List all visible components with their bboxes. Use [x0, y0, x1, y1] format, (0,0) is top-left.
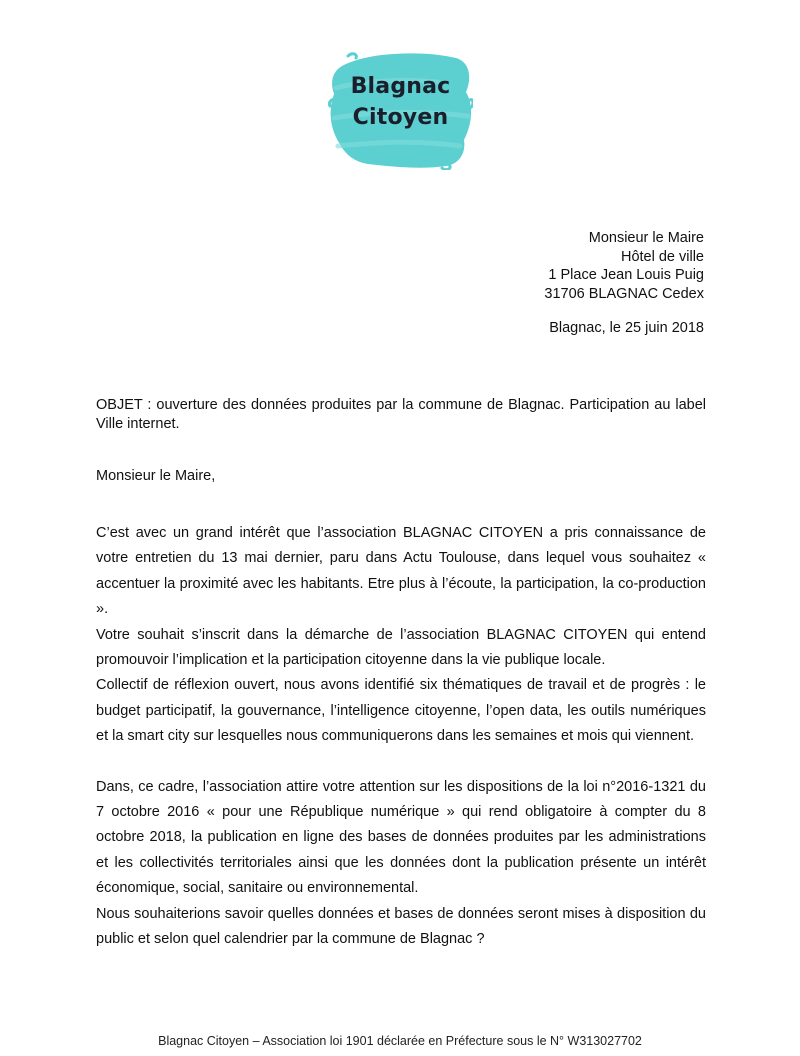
recipient-line: 1 Place Jean Louis Puig — [548, 267, 704, 283]
recipient-line: Monsieur le Maire — [588, 230, 704, 246]
letter-date: Blagnac, le 25 juin 2018 — [549, 320, 704, 336]
recipient-line: Hôtel de ville — [620, 248, 704, 265]
body-paragraph: Collectif de réflexion ouvert, nous avons identifié six thématiques de travail et de progrès : le budget participatif, la gouvernance, l’intelligence citoyenne, l’open data, les outils numériques et la smart city sur lesquelles nous communiquerons dans les semaines et mois qui viennent. — [96, 677, 706, 745]
blagnac-citoyen-logo — [328, 48, 473, 170]
body-paragraph: Nous souhaiterions savoir quelles données et bases de données seront mises à disposition du public et selon quel calendrier par la commune de Blagnac ? — [96, 905, 706, 948]
logo-line-2: Citoyen — [352, 105, 449, 130]
letter-body — [96, 521, 706, 953]
logo-line-1: Blagnac — [350, 74, 451, 99]
recipient-address — [544, 229, 704, 303]
body-paragraph: Dans, ce cadre, l’association attire votre attention sur les dispositions de la loi n°2016-1321 du 7 octobre 2016 « pour une République numérique » qui rend obligatoire à compter du 8 octobre 2018, la publication en ligne des bases de données produites par les administrations et les collectivités territoriales ainsi que les données dont la publication présente un intérêt économique, social, sanitaire ou environnemental. — [96, 778, 706, 897]
body-paragraph: Votre souhait s’inscrit dans la démarche de l’association BLAGNAC CITOYEN qui entend promouvoir l’implication et la participation citoyenne dans la vie publique locale. — [96, 626, 706, 669]
body-paragraph: C’est avec un grand intérêt que l’association BLAGNAC CITOYEN a pris connaissance de votre entretien du 13 mai dernier, paru dans Actu Toulouse, dans lequel vous souhaitez « accentuer la proximité avec les habitants. Etre plus à l’écoute, la participation, la co-production ». — [96, 525, 706, 618]
page-footer: Blagnac Citoyen – Association loi 1901 déclarée en Préfecture sous le N° W313027702 — [158, 1034, 642, 1048]
letter-greeting: Monsieur le Maire, — [96, 468, 216, 484]
recipient-line: 31706 BLAGNAC Cedex — [544, 285, 704, 302]
letter-subject: OBJET : ouverture des données produites par la commune de Blagnac. Participation au label Ville internet. — [96, 397, 706, 432]
